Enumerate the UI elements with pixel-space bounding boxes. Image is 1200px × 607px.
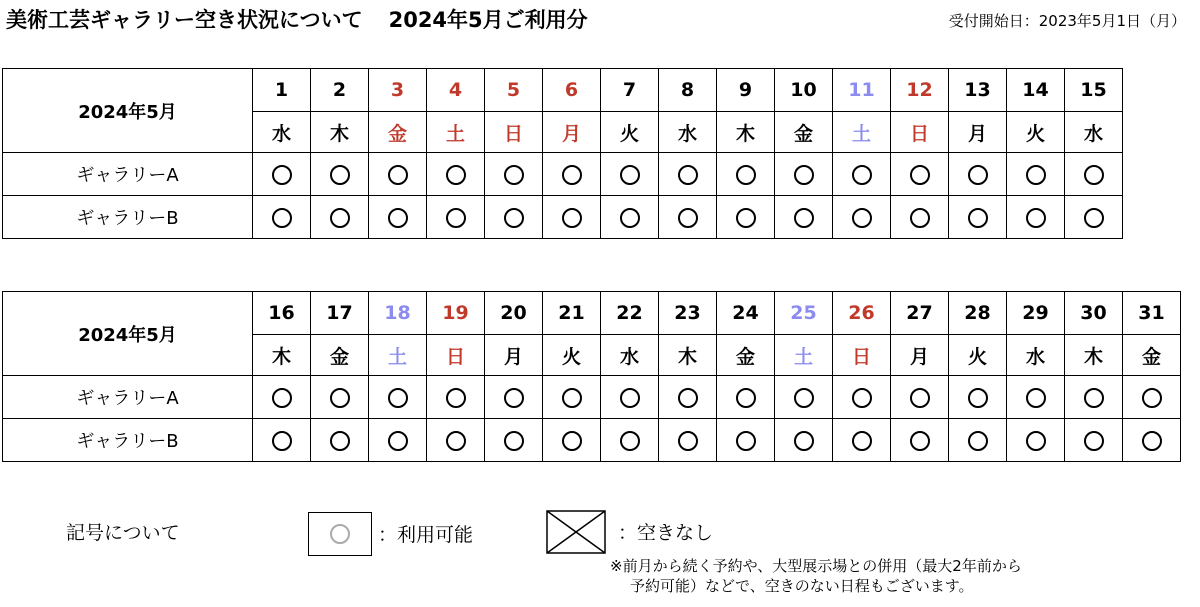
availability-cell — [253, 196, 311, 239]
weekday-cell: 土 — [369, 335, 427, 376]
date-cell: 2 — [311, 69, 369, 112]
availability-cell — [1065, 419, 1123, 462]
availability-cell — [1123, 376, 1181, 419]
weekday-cell: 月 — [949, 112, 1007, 153]
date-cell: 6 — [543, 69, 601, 112]
circle-icon — [910, 208, 930, 228]
circle-icon — [388, 165, 408, 185]
weekday-cell: 土 — [833, 112, 891, 153]
circle-icon — [620, 388, 640, 408]
legend-unavailable-symbol — [546, 510, 606, 554]
availability-cell — [543, 196, 601, 239]
circle-icon — [504, 165, 524, 185]
date-cell: 21 — [543, 292, 601, 335]
circle-icon — [678, 431, 698, 451]
availability-cell — [717, 419, 775, 462]
availability-cell — [833, 419, 891, 462]
weekday-cell: 火 — [1007, 112, 1065, 153]
availability-cell — [717, 376, 775, 419]
weekday-cell: 水 — [1007, 335, 1065, 376]
circle-icon — [562, 431, 582, 451]
circle-icon — [852, 208, 872, 228]
date-cell: 11 — [833, 69, 891, 112]
date-cell: 17 — [311, 292, 369, 335]
date-cell: 13 — [949, 69, 1007, 112]
availability-cell — [1007, 153, 1065, 196]
month-label: 2024年5月 — [3, 292, 253, 376]
availability-cell — [1007, 196, 1065, 239]
availability-cell — [891, 376, 949, 419]
availability-cell — [601, 153, 659, 196]
weekday-cell: 金 — [775, 112, 833, 153]
circle-icon — [794, 388, 814, 408]
availability-cell — [659, 153, 717, 196]
circle-icon — [1026, 431, 1046, 451]
note-line-1: ※前月から続く予約や、大型展示場との併用（最大2年前から — [610, 557, 1022, 575]
circle-icon — [272, 388, 292, 408]
availability-cell — [601, 196, 659, 239]
gallery-name: ギャラリーA — [3, 153, 253, 196]
circle-icon — [1084, 431, 1104, 451]
weekday-cell: 月 — [543, 112, 601, 153]
circle-icon — [388, 208, 408, 228]
circle-icon — [1084, 388, 1104, 408]
circle-icon — [736, 388, 756, 408]
weekday-cell: 火 — [949, 335, 1007, 376]
date-cell: 23 — [659, 292, 717, 335]
circle-icon — [388, 431, 408, 451]
availability-cell — [427, 376, 485, 419]
note-line-2: 予約可能）などで、空きのない日程もございます。 — [630, 577, 974, 595]
circle-icon — [910, 165, 930, 185]
availability-cell — [311, 196, 369, 239]
weekday-cell: 日 — [427, 335, 485, 376]
weekday-cell: 日 — [833, 335, 891, 376]
circle-icon — [1084, 165, 1104, 185]
weekday-cell: 木 — [1065, 335, 1123, 376]
reception-start-date: 受付開始日：2023年5月1日（月） — [948, 12, 1186, 30]
circle-icon — [736, 165, 756, 185]
circle-icon — [910, 431, 930, 451]
availability-cell — [775, 419, 833, 462]
gallery-name: ギャラリーB — [3, 419, 253, 462]
weekday-cell: 火 — [543, 335, 601, 376]
circle-icon — [736, 431, 756, 451]
legend-title: 記号について — [66, 522, 180, 544]
circle-icon — [272, 208, 292, 228]
availability-cell — [659, 376, 717, 419]
weekday-cell: 金 — [717, 335, 775, 376]
availability-cell — [253, 376, 311, 419]
circle-icon — [446, 431, 466, 451]
date-cell: 15 — [1065, 69, 1123, 112]
title-main: 美術工芸ギャラリー空き状況について — [6, 8, 363, 32]
availability-cell — [427, 153, 485, 196]
circle-icon — [620, 165, 640, 185]
date-cell: 12 — [891, 69, 949, 112]
date-cell: 22 — [601, 292, 659, 335]
date-cell: 29 — [1007, 292, 1065, 335]
weekday-cell: 日 — [891, 112, 949, 153]
circle-icon — [736, 208, 756, 228]
availability-cell — [427, 196, 485, 239]
weekday-cell: 日 — [485, 112, 543, 153]
availability-cell — [427, 419, 485, 462]
circle-icon — [272, 431, 292, 451]
availability-cell — [253, 419, 311, 462]
availability-cell — [1007, 376, 1065, 419]
date-cell: 30 — [1065, 292, 1123, 335]
weekday-cell: 月 — [485, 335, 543, 376]
circle-icon — [272, 165, 292, 185]
circle-icon — [330, 208, 350, 228]
date-cell: 20 — [485, 292, 543, 335]
circle-icon — [852, 165, 872, 185]
circle-icon — [446, 388, 466, 408]
availability-cell — [601, 376, 659, 419]
availability-cell — [775, 153, 833, 196]
circle-icon — [330, 165, 350, 185]
circle-icon — [968, 165, 988, 185]
weekday-cell: 水 — [601, 335, 659, 376]
weekday-cell: 月 — [891, 335, 949, 376]
gallery-name: ギャラリーB — [3, 196, 253, 239]
availability-cell — [949, 153, 1007, 196]
date-cell: 16 — [253, 292, 311, 335]
weekday-cell: 水 — [659, 112, 717, 153]
circle-icon — [1026, 388, 1046, 408]
availability-cell — [543, 376, 601, 419]
circle-icon — [1026, 165, 1046, 185]
circle-icon — [1026, 208, 1046, 228]
circle-icon — [620, 431, 640, 451]
availability-cell — [949, 419, 1007, 462]
circle-icon — [1142, 388, 1162, 408]
availability-cell — [311, 419, 369, 462]
date-cell: 27 — [891, 292, 949, 335]
circle-icon — [330, 431, 350, 451]
date-cell: 24 — [717, 292, 775, 335]
circle-icon — [852, 431, 872, 451]
circle-icon — [446, 208, 466, 228]
circle-icon — [678, 208, 698, 228]
title-month: 2024年5月ご利用分 — [388, 8, 588, 32]
availability-cell — [369, 419, 427, 462]
legend-available-symbol — [308, 512, 372, 556]
circle-icon — [678, 165, 698, 185]
availability-cell — [485, 419, 543, 462]
availability-cell — [1007, 419, 1065, 462]
weekday-cell: 土 — [775, 335, 833, 376]
weekday-cell: 金 — [311, 335, 369, 376]
availability-cell — [485, 376, 543, 419]
availability-cell — [949, 376, 1007, 419]
availability-cell — [543, 153, 601, 196]
availability-table-first-half — [2, 68, 1123, 239]
availability-cell — [311, 153, 369, 196]
date-cell: 10 — [775, 69, 833, 112]
availability-cell — [949, 196, 1007, 239]
legend-available-label: ：利用可能 — [378, 524, 474, 546]
availability-cell — [543, 419, 601, 462]
circle-icon — [388, 388, 408, 408]
month-label: 2024年5月 — [3, 69, 253, 153]
date-cell: 9 — [717, 69, 775, 112]
circle-icon — [968, 388, 988, 408]
availability-cell — [717, 153, 775, 196]
circle-icon — [562, 208, 582, 228]
date-cell: 14 — [1007, 69, 1065, 112]
availability-cell — [775, 196, 833, 239]
circle-icon — [620, 208, 640, 228]
weekday-cell: 木 — [659, 335, 717, 376]
circle-icon — [504, 431, 524, 451]
availability-cell — [601, 419, 659, 462]
date-cell: 1 — [253, 69, 311, 112]
circle-icon — [794, 165, 814, 185]
availability-cell — [891, 153, 949, 196]
availability-cell — [485, 153, 543, 196]
availability-cell — [369, 196, 427, 239]
circle-icon — [504, 208, 524, 228]
booking-note — [610, 556, 1022, 596]
weekday-cell: 木 — [717, 112, 775, 153]
weekday-cell: 土 — [427, 112, 485, 153]
availability-cell — [833, 196, 891, 239]
availability-cell — [1123, 419, 1181, 462]
gallery-name: ギャラリーA — [3, 376, 253, 419]
weekday-cell: 木 — [311, 112, 369, 153]
date-cell: 25 — [775, 292, 833, 335]
availability-cell — [717, 196, 775, 239]
availability-cell — [659, 196, 717, 239]
availability-cell — [1065, 196, 1123, 239]
availability-cell — [891, 196, 949, 239]
weekday-cell: 水 — [253, 112, 311, 153]
circle-icon — [1084, 208, 1104, 228]
legend-unavailable-label: ：空きなし — [618, 522, 714, 544]
date-cell: 31 — [1123, 292, 1181, 335]
availability-cell — [891, 419, 949, 462]
circle-icon — [330, 388, 350, 408]
availability-cell — [775, 376, 833, 419]
date-cell: 28 — [949, 292, 1007, 335]
circle-icon — [968, 431, 988, 451]
circle-icon — [968, 208, 988, 228]
date-cell: 5 — [485, 69, 543, 112]
availability-cell — [1065, 153, 1123, 196]
date-cell: 8 — [659, 69, 717, 112]
circle-icon — [794, 431, 814, 451]
circle-icon — [562, 388, 582, 408]
date-cell: 7 — [601, 69, 659, 112]
date-cell: 4 — [427, 69, 485, 112]
circle-icon — [1142, 431, 1162, 451]
date-cell: 19 — [427, 292, 485, 335]
circle-icon — [852, 388, 872, 408]
page-title — [6, 4, 588, 34]
circle-icon — [562, 165, 582, 185]
circle-icon — [504, 388, 524, 408]
availability-table-second-half — [2, 291, 1181, 462]
weekday-cell: 火 — [601, 112, 659, 153]
availability-cell — [485, 196, 543, 239]
weekday-cell: 金 — [369, 112, 427, 153]
availability-cell — [311, 376, 369, 419]
availability-cell — [369, 376, 427, 419]
circle-icon — [330, 524, 350, 544]
availability-cell — [833, 376, 891, 419]
availability-cell — [833, 153, 891, 196]
availability-cell — [369, 153, 427, 196]
weekday-cell: 金 — [1123, 335, 1181, 376]
date-cell: 3 — [369, 69, 427, 112]
availability-cell — [1065, 376, 1123, 419]
circle-icon — [446, 165, 466, 185]
availability-cell — [253, 153, 311, 196]
date-cell: 26 — [833, 292, 891, 335]
circle-icon — [910, 388, 930, 408]
circle-icon — [678, 388, 698, 408]
date-cell: 18 — [369, 292, 427, 335]
weekday-cell: 木 — [253, 335, 311, 376]
circle-icon — [794, 208, 814, 228]
weekday-cell: 水 — [1065, 112, 1123, 153]
availability-cell — [659, 419, 717, 462]
